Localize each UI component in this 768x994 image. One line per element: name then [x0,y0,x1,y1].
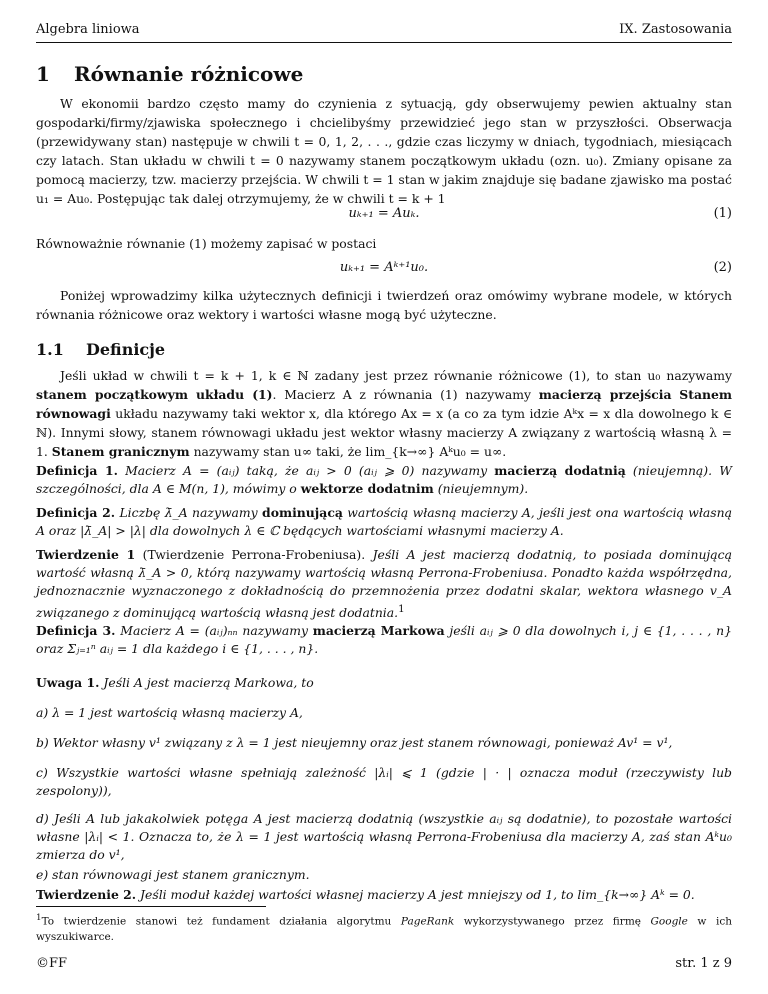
definition-1 [36,462,732,498]
equation-1-number: (1) [713,206,732,221]
list-item [36,866,732,884]
subsection-number: 1.1 [36,340,64,359]
list-item [36,704,732,722]
list-item-marker: b) [36,735,49,750]
text-run: Macierz A = (aᵢⱼ)ₙₙ nazywamy [120,623,313,638]
header-rule [36,42,732,43]
text-run: wykorzystywanego przez firmę [454,915,651,928]
footer-page-number: str. 1 z 9 [675,956,732,971]
list-item-marker: d) [36,811,49,826]
definition-3 [36,622,732,658]
text-run: Jeśli moduł każdej wartości własnej macierzy A jest mniejszy od 1, to lim_{k→∞} Aᵏ = 0. [140,887,695,902]
equation-1 [36,206,732,226]
equation-2-body: uₖ₊₁ = Aᵏ⁺¹u₀. [339,260,429,275]
text-run: Macierz A = (aᵢⱼ) taką, że aᵢⱼ > 0 (aᵢⱼ ⩾ 0) nazywamy [125,463,495,478]
equation-link-paragraph: Równoważnie równanie (1) możemy zapisać w postaci [36,236,377,251]
google-term: Google [650,915,688,928]
text-run: wartością własną macierzy A, jeśli jest ona wartością własną A oraz |λ̄_A| > |λ| dla dowolnych λ ∈ ℂ będących wartościami własnymi macierzy A. [36,505,733,538]
footer-copyright: ©FF [36,956,68,971]
list-item-marker: e) [36,867,49,882]
text-run: Jeśli A jest macierzą dodatnią, to posiada dominującą wartość własną λ̄_A > 0, którą nazywamy wartością własną Perrona-Frobeniusa. Ponadto każda współrzędna, jednoznacznie wyznaczonego z dokładnością do przemnożenia przez dodatni skalar, wektora własnego v_A związanego z dominującą wartością własną jest dodatnia. [36,547,732,621]
section-title: Równanie różnicowe [74,62,304,86]
header-course-title: Algebra liniowa [36,22,140,37]
list-item-marker: a) [36,705,49,720]
equation-2 [36,260,732,280]
theorem-1-label: Twierdzenie 1 [36,547,136,562]
subsection-heading [36,340,165,359]
text-run: Jeśli układ w chwili t = k + 1, k ∈ ℕ zadany jest przez równanie różnicowe (1), to stan u₀ nazywamy [60,368,732,383]
section-intro-paragraph: W ekonomii bardzo często mamy do czynienia z sytuacją, gdy obserwujemy pewien aktualny stan gospodarki/firmy/zjawiska społecznego i chcielibyśmy przewidzieć jego stan w przyszłości. Obserwacja (przewidywany stan) następuje w chwili t = 0, 1, 2, . . ., gdzie czas liczymy w dniach, tygodniach, miesiącach czy latach. Stan układu w chwili t = 0 nazywamy stanem początkowym układu (ozn. u₀). Zmiany opisane za pomocą macierzy, tzw. macierzy przejścia. W chwili t = 1 stan w jakim znajduje się badane zjawisko ma postać u₁ = Au₀. Postępując tak dalej otrzymujemy, że w chwili t = k + 1 [36,96,732,206]
remark-1-label: Uwaga 1. [36,675,100,690]
term-transition-matrix: macierzą przejścia [538,387,672,402]
theorem-1 [36,546,732,622]
definition-2 [36,504,732,540]
list-item-text: stan równowagi jest stanem granicznym. [52,867,310,882]
definition-3-label: Definicja 3. [36,623,116,638]
remark-1 [36,674,732,692]
term-limit-state: Stanem granicznym [51,444,190,459]
list-item-text: Jeśli A lub jakakolwiek potęga A jest macierzą dodatnią (wszystkie aᵢⱼ są dodatnie), to pozostałe wartości własne |λᵢ| < 1. Oznacza to, że λ = 1 jest wartością własną Perrona-Frobeniusa dla macierzy A, zaś stan Aᵏu₀ zmierza do v¹, [36,811,732,862]
equation-2-number: (2) [713,260,732,275]
theorem-2-label: Twierdzenie 2. [36,887,137,902]
term-markov-matrix: macierzą Markowa [312,623,445,638]
list-item-text: Wektor własny v¹ związany z λ = 1 jest nieujemny oraz jest stanem równowagi, ponieważ Av¹ = v¹, [52,735,673,750]
page-footer [36,956,732,971]
section-heading [36,62,303,86]
term-equilibrium-state: Stanem równowagi [36,387,732,421]
list-item [36,810,732,864]
text-run: Liczbę λ̄_A nazywamy [119,505,263,520]
text-run: Jeśli A jest macierzą Markowa, to [103,675,314,690]
term-positive-vector: wektorze dodatnim [300,481,434,496]
text-run: układu nazywamy taki wektor x, dla którego Ax = x (a co za tym idzie Aᵏx = x dla dowolnego k ∈ ℕ). Innymi słowy, stanem równowagi układu jest wektor własny macierzy A związany z wartością własną λ = 1. [36,406,732,459]
list-item-marker: c) [36,765,48,780]
term-positive-matrix: macierzą dodatnią [494,463,626,478]
list-item [36,764,732,800]
term-dominant: dominującą [262,505,343,520]
term-initial-state: stanem początkowym układu (1) [36,387,273,402]
subsection-title: Definicje [86,340,166,359]
list-item-text: Wszystkie wartości własne spełniają zależność |λᵢ| ⩽ 1 (gdzie | · | oznacza moduł (rzeczywisty lub zespolony)), [36,765,732,798]
theorem-1-name: (Twierdzenie Perrona-Frobeniusa). [142,547,366,562]
footnote-number: 1 [36,913,42,923]
footnote-rule [36,906,266,907]
footnote-marker: 1 [398,603,405,615]
running-header [36,22,732,42]
text-run: (nieujemną). W szczególności, dla A ∈ M(n, 1), mówimy o [36,463,732,496]
text-run: To twierdzenie stanowi też fundament działania algorytmu [41,915,401,928]
text-run: w ich wyszukiwarce. [36,915,732,943]
theorem-2 [36,886,732,904]
pagerank-term: PageRank [400,915,455,928]
footnote [36,911,732,945]
definition-1-label: Definicja 1. [36,463,118,478]
equation-1-body: uₖ₊₁ = Auₖ. [348,206,420,221]
section-outro-paragraph: Poniżej wprowadzimy kilka użytecznych definicji i twierdzeń oraz omówimy wybrane modele, w których równania różnicowe oraz wektory i wartości własne mogą być użyteczne. [36,288,732,322]
text-run: nazywamy stan u∞ taki, że lim_{k→∞} Aᵏu₀ = u∞. [189,444,507,459]
definition-2-label: Definicja 2. [36,505,116,520]
list-item-text: λ = 1 jest wartością własną macierzy A, [52,705,303,720]
section-number: 1 [36,62,50,86]
header-chapter-title: IX. Zastosowania [619,22,732,37]
text-run: jeśli aᵢⱼ ⩾ 0 dla dowolnych i, j ∈ {1, . . . , n} oraz Σⱼ₌₁ⁿ aᵢⱼ = 1 dla każdego i ∈ {1, . . . , n}. [36,623,732,656]
text-run: (nieujemnym). [433,481,529,496]
text-run: . Macierz A z równania (1) nazywamy [272,387,539,402]
definitions-intro-paragraph [36,366,732,461]
list-item [36,734,732,752]
